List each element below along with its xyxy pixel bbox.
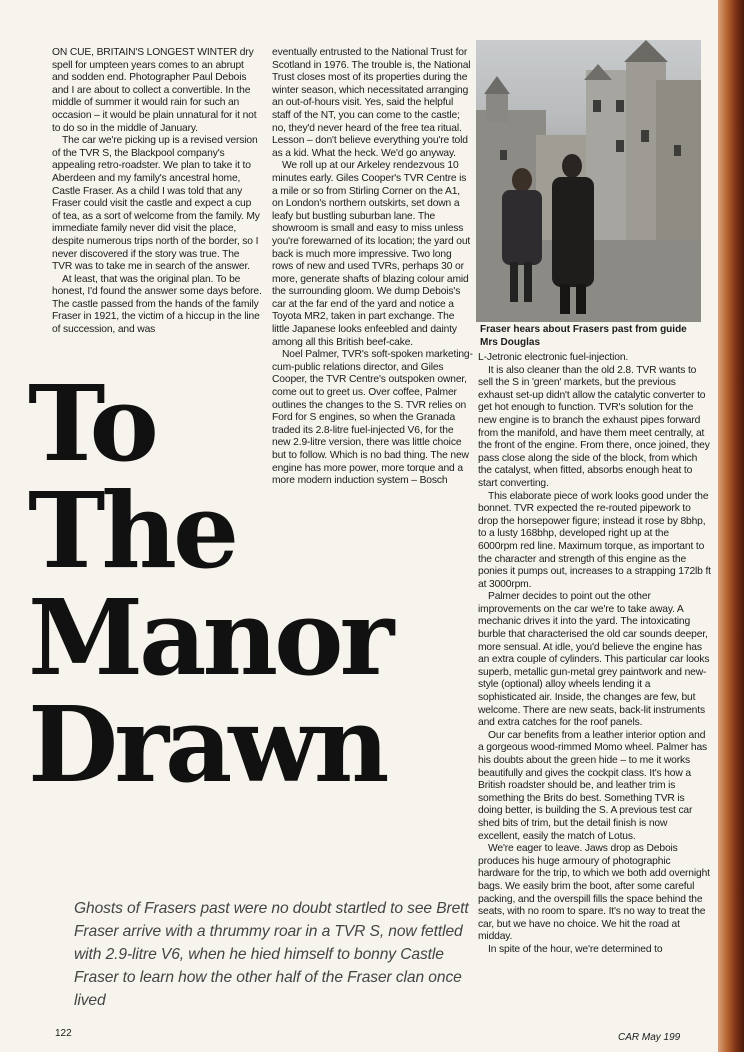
paragraph: Palmer decides to point out the other improvements on the car we're to take away. A mechanic drives it into the yard. The intoxicating burble that characterised the old car sounds deeper, more sensual. At idle, you'd believe the engine has an extra couple of cylinders. This particular car looks superb, metallic gun-metal grey paintwork and new-style (optional) alloy wheels lending it a sophisticated air. Inside, the changes are few, but welcome. There are new seats, back-lit instruments and extra catches for the roof panels. <box>478 591 710 729</box>
headline-line: The <box>28 469 236 592</box>
page-number: 122 <box>55 1028 72 1039</box>
paragraph: eventually entrusted to the National Trust for Scotland in 1976. The trouble is, the National Trust closes most of its properties during the winter season, which necessitated arranging an out-of-hours visit. Yes, said the helpful staff of the NT, you can come to the castle; no, they'd never heard of the free tea ritual. Lesson – don't believe everything you're told as a kid. What the heck. We'd go anyway. <box>272 47 471 159</box>
paragraph: L-Jetronic electronic fuel-injection. <box>478 352 629 363</box>
magazine-footer: CAR May 199 <box>618 1032 681 1043</box>
headline-line: Drawn <box>28 683 386 806</box>
page-edge <box>718 0 744 1052</box>
body-column-1 <box>52 47 262 337</box>
headline-line: To <box>28 362 155 485</box>
paragraph: It is also cleaner than the old 2.8. TVR wants to sell the S in 'green' markets, but the previous exhaust set-up didn't allow the catalytic converter to get hot enough to function. TVR's solution for the new engine is to branch the exhaust pipes forward from the manifold, and have them meet centrally, at the front of the engine. From there, once joined, they pass close along the side of the block, from which the catalyst, when fitted, absorbs enough heat to start converting. <box>478 364 710 489</box>
paragraph: We roll up at our Arkeley rendezvous 10 minutes early. Giles Cooper's TVR Centre is a mile or so from Stirling Corner on the A1, on London's northern outskirts, set down a leafy but bustling suburban lane. The showroom is small and easy to miss unless you're forewarned of its location; the yard out back is much more impressive. Two long rows of new and used TVRs, perhaps 30 or more, generate shafts of blazing colour amid the surrounding gloom. We dump Debois's car at the far end of the yard and notice a Toyota MR2, taken in part exchange. The little Japanese looks enfeebled and dainty among all this British beef-cake. <box>272 160 471 348</box>
paragraph: Noel Palmer, TVR's soft-spoken marketing-cum-public relations director, and Giles Cooper, the TVR Centre's outspoken owner, come out to greet us. Over coffee, Palmer outlines the changes to the S. TVR relies on Ford for S engines, so when the Granada traded its 2.8-litre fuel-injected V6, for the new 2.9-litre version, there was little choice but to follow. Which is no bad thing. The new engine has more power, more torque and a more modern induction system – Bosch <box>272 349 473 487</box>
paragraph: In spite of the hour, we're determined to <box>488 943 663 955</box>
paragraph: At least, that was the original plan. To be honest, I'd found the answer some days before. The castle passed from the hands of the family Fraser in 1921, the victim of a hiccup in the line of succession, and was <box>52 273 262 336</box>
standfirst: Ghosts of Frasers past were no doubt startled to see Brett Fraser arrive with a thrummy roar in a TVR S, now fettled with 2.9-litre V6, when he hied himself to bonny Castle Fraser to learn how the other half of the Fraser clan once lived <box>74 900 469 1009</box>
headline-line: Manor <box>28 576 391 699</box>
body-column-3 <box>478 352 711 957</box>
paragraph: We're eager to leave. Jaws drop as Debois produces his huge armoury of photographic hardware for the trip, to which we both add overnight bags. We easily brim the boot, after some careful packing, and the overspill fills the space behind the seats, with no room to spare. It's no way to treat the car, but we have no choice. We hit the road at midday. <box>478 843 710 943</box>
paragraph: The car we're picking up is a revised version of the TVR S, the Blackpool company's appealing retro-roadster. We plan to take it to Aberdeen and my family's ancestral home, Castle Fraser. As a child I was told that any Fraser could visit the castle and expect a cup of tea, as a sort of welcome from the family. My immediate family never did visit the place, despite numerous trips north of the border, so I never discovered if the story was true. The TVR was to take me in search of the answer. <box>52 135 260 273</box>
paragraph: This elaborate piece of work looks good under the bonnet. TVR expected the re-routed pipework to drop the horsepower figure; instead it rose by 8bhp, to a lusty 168bhp, developed right up at the 6000rpm red line. Maximum torque, as important to the character and strength of this engine as the ponies it pumps out, increases to a strapping 172lb ft at 3000rpm. <box>478 490 711 590</box>
paragraph: Our car benefits from a leather interior option and a gorgeous wood-rimmed Momo wheel. Palmer has his doubts about the green hide – to me it works beautifully and gives the cockpit class. It's how a British roadster should be, and leather trim is something the Brits do best. Something TVR is doing better, is building the S. A previous test car shed bits of trim, but the detail finish is now excellent, easily the match of Lotus. <box>478 729 708 842</box>
castle-photo <box>476 40 701 322</box>
headline <box>28 362 508 806</box>
paragraph: ON CUE, BRITAIN'S LONGEST WINTER dry spell for umpteen years comes to an abrupt and sodden end. Photographer Paul Debois and I are about to collect a convertible. In the middle of summer it would rain for such an occasion – it would be plain unnatural for it not to do so in the middle of January. <box>52 47 257 134</box>
photo-caption: Fraser hears about Frasers past from guide Mrs Douglas <box>480 324 687 348</box>
castle-photo-image <box>476 40 701 322</box>
